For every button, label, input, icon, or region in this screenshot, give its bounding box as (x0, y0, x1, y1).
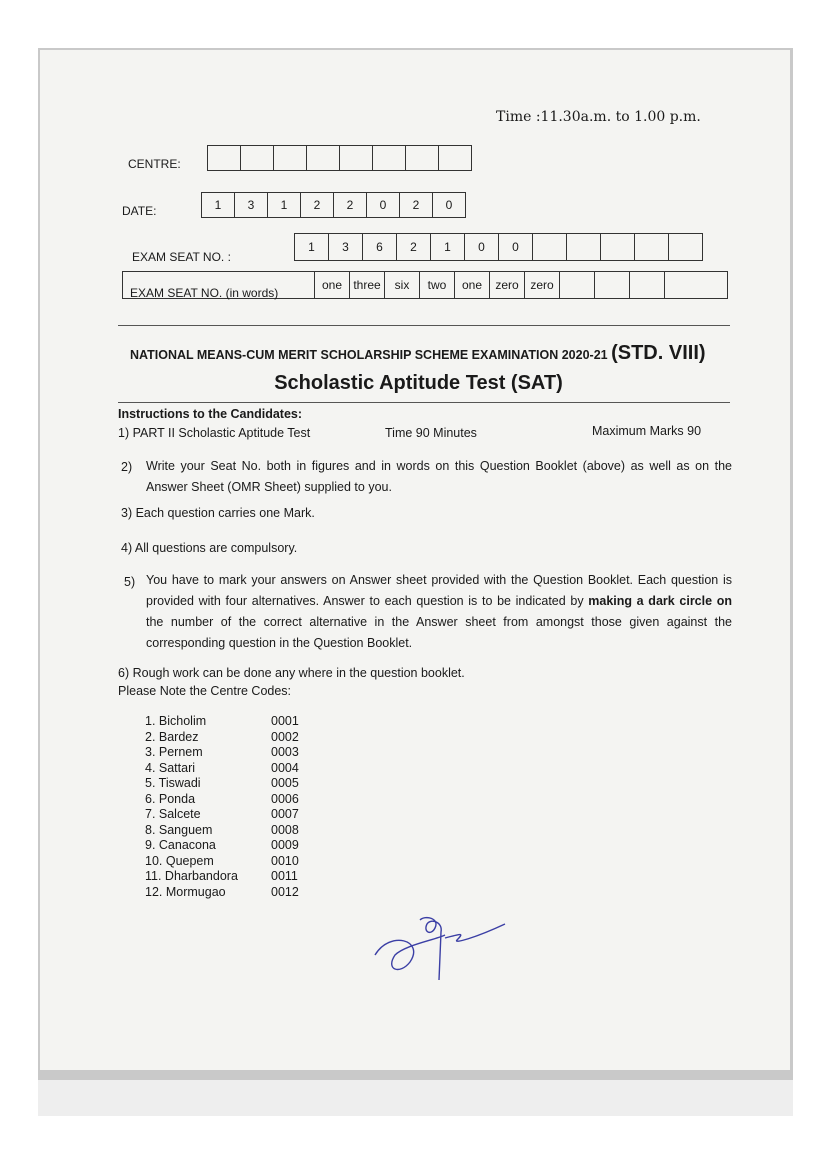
scan-bottom-strip (38, 1080, 793, 1116)
seat-word: one (454, 272, 490, 298)
list-item (145, 714, 299, 730)
centre-name: 2. Bardez (145, 729, 199, 744)
centre-name: 1. Bicholim (145, 714, 207, 728)
exam-time: Time :11.30a.m. to 1.00 p.m. (496, 109, 701, 125)
date-label: DATE: (122, 204, 157, 218)
list-item (145, 776, 299, 792)
title-rule (118, 402, 730, 403)
centre-code: 0001 (271, 714, 299, 728)
centre-label: CENTRE: (128, 157, 181, 171)
seat-digit: 0 (498, 233, 533, 261)
list-item (145, 730, 299, 746)
seat-no-boxes (295, 233, 703, 261)
centre-name: 6. Ponda (145, 791, 196, 806)
centre-name: 3. Pernem (145, 745, 203, 759)
centre-box (372, 145, 406, 171)
date-boxes (202, 192, 466, 218)
centre-box (438, 145, 472, 171)
seat-word: one (314, 272, 350, 298)
instruction-6: 6) Rough work can be done any where in the question booklet. (118, 666, 465, 680)
test-title: Scholastic Aptitude Test (SAT) (274, 372, 563, 394)
instruction-2-number: 2) (121, 460, 133, 474)
seat-word: two (419, 272, 455, 298)
date-digit: 2 (399, 192, 433, 218)
list-item (145, 869, 299, 885)
seat-word: zero (489, 272, 525, 298)
seat-digit: 6 (362, 233, 397, 261)
seat-words-boxes (315, 272, 665, 298)
seat-digit-empty (566, 233, 601, 261)
seat-digit: 1 (430, 233, 465, 261)
centre-code: 0005 (271, 776, 299, 790)
centre-name: 12. Mormugao (145, 884, 226, 899)
centre-boxes (208, 145, 472, 171)
signature-icon (365, 910, 515, 990)
instruction-1-part: 1) PART II Scholastic Aptitude Test (118, 426, 311, 440)
centre-code: 0002 (271, 729, 299, 744)
centre-code: 0006 (271, 791, 299, 806)
centre-name: 5. Tiswadi (145, 776, 201, 790)
centre-name: 10. Quepem (145, 853, 214, 868)
date-digit: 0 (432, 192, 466, 218)
instruction-3: 3) Each question carries one Mark. (121, 506, 315, 520)
seat-digit-empty (668, 233, 703, 261)
centre-name: 7. Salcete (145, 807, 201, 821)
list-item (145, 761, 299, 777)
seat-digit: 2 (396, 233, 431, 261)
centre-box (405, 145, 439, 171)
seat-digit: 1 (294, 233, 329, 261)
seat-digit-empty (634, 233, 669, 261)
centre-name: 11. Dharbandora (145, 869, 238, 883)
list-item (145, 807, 299, 823)
list-item (145, 854, 299, 870)
centre-code: 0010 (271, 853, 299, 868)
date-digit: 2 (333, 192, 367, 218)
seat-digit: 0 (464, 233, 499, 261)
instruction-5-part-a: You have to mark your answers on Answer sheet provided with the Question Booklet. Each question is provided with four alternatives. Answer to each question is to be indicated by (146, 573, 732, 608)
date-digit: 1 (267, 192, 301, 218)
seat-digit-empty (600, 233, 635, 261)
instruction-5-emphasis: making a dark circle on (588, 594, 732, 608)
centre-name: 9. Canacona (145, 838, 216, 852)
exam-name: NATIONAL MEANS-CUM MERIT SCHOLARSHIP SCHEME EXAMINATION 2020-21 (130, 348, 608, 362)
list-item (145, 838, 299, 854)
centre-box (339, 145, 373, 171)
seat-word-empty (594, 272, 630, 298)
instruction-1-marks: Maximum Marks 90 (592, 424, 702, 438)
list-item (145, 885, 299, 901)
centre-name: 4. Sattari (145, 760, 196, 775)
instruction-1-time: Time 90 Minutes (385, 426, 477, 440)
centre-code: 0009 (271, 838, 299, 852)
instruction-5-number: 5) (124, 575, 136, 589)
seat-digit-empty (532, 233, 567, 261)
centre-code: 0004 (271, 760, 299, 775)
instruction-2-text: Write your Seat No. both in figures and in words on this Question Booklet (above) as well as on the Answer Sheet (OMR Sheet) supplied to you. (146, 459, 732, 494)
exam-title (130, 342, 706, 365)
instruction-5-text (146, 570, 732, 654)
centre-box (207, 145, 241, 171)
list-item (145, 745, 299, 761)
centre-code: 0011 (271, 869, 298, 883)
centre-code: 0012 (271, 884, 299, 899)
list-item (145, 792, 299, 808)
seat-word: six (384, 272, 420, 298)
date-digit: 3 (234, 192, 268, 218)
seat-word-empty (559, 272, 595, 298)
date-digit: 1 (201, 192, 235, 218)
separator-rule (118, 325, 730, 326)
list-item (145, 823, 299, 839)
centre-box (273, 145, 307, 171)
centre-codes-note: Please Note the Centre Codes: (118, 684, 292, 698)
centre-codes-list (145, 714, 299, 900)
seat-word: three (349, 272, 385, 298)
standard-label: (STD. VIII) (611, 342, 706, 364)
seat-word-empty (629, 272, 665, 298)
centre-code: 0003 (271, 745, 299, 759)
instruction-4: 4) All questions are compulsory. (121, 541, 298, 555)
instructions-heading: Instructions to the Candidates: (118, 407, 303, 421)
centre-code: 0007 (271, 807, 299, 821)
date-digit: 0 (366, 192, 400, 218)
seat-no-label: EXAM SEAT NO. : (132, 250, 231, 264)
centre-name: 8. Sanguem (145, 822, 213, 837)
centre-box (306, 145, 340, 171)
date-digit: 2 (300, 192, 334, 218)
centre-box (240, 145, 274, 171)
seat-digit: 3 (328, 233, 363, 261)
instruction-5-part-b: the number of the correct alternative in the Answer sheet from amongst those given against the corresponding question in the Question Booklet. (146, 615, 732, 650)
centre-code: 0008 (271, 822, 299, 837)
seat-word: zero (524, 272, 560, 298)
seat-words-label: EXAM SEAT NO. (in words) (130, 286, 279, 300)
